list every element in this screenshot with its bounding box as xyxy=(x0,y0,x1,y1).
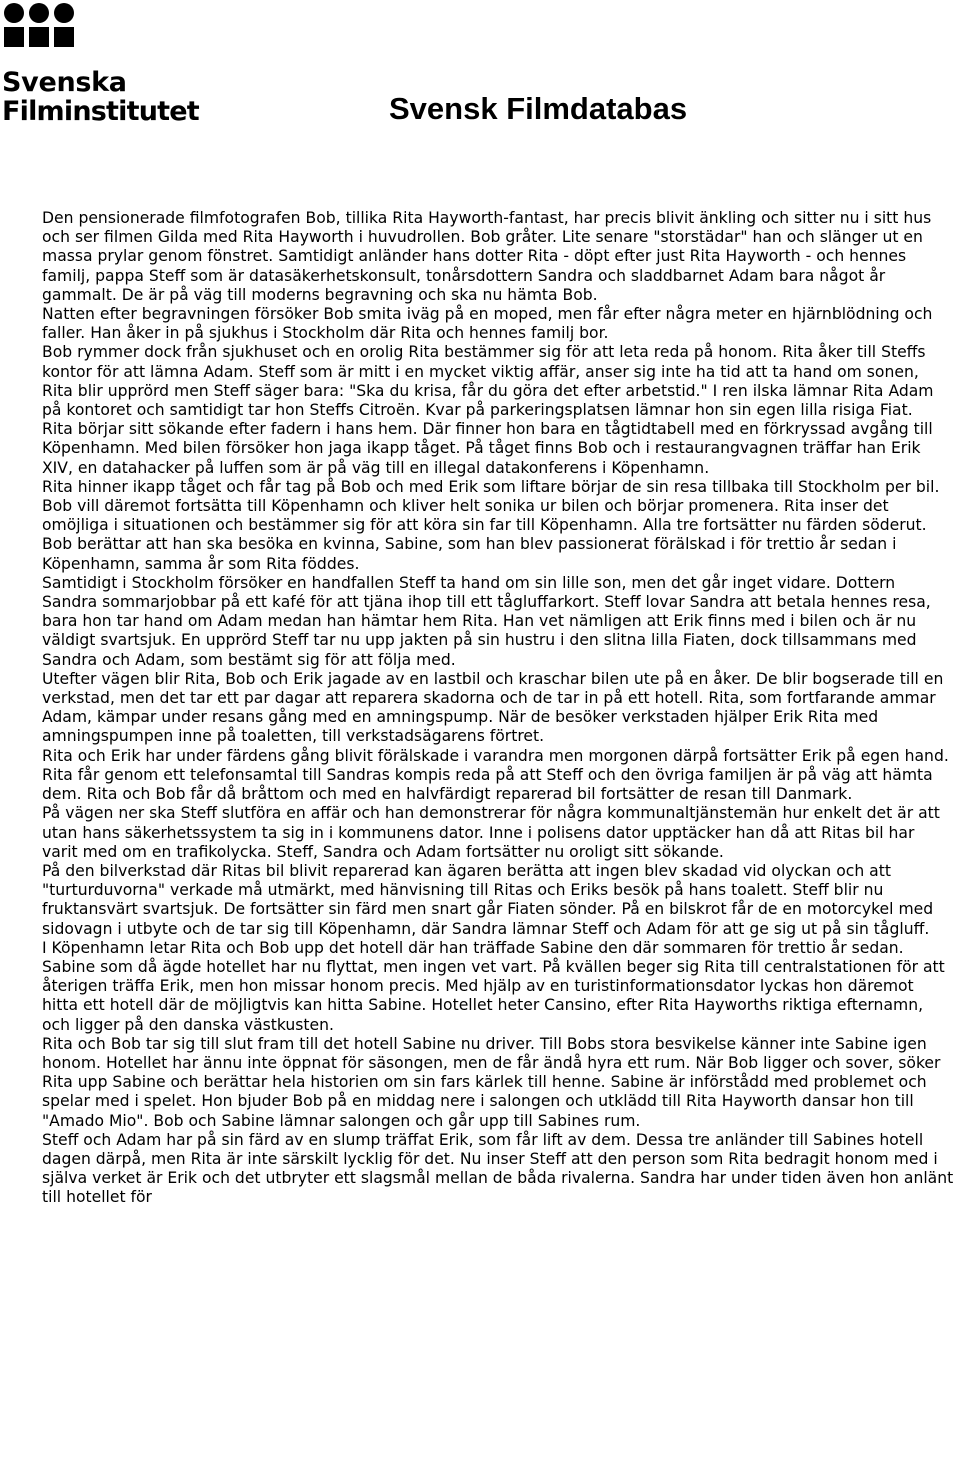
paragraph: Rita hinner ikapp tåget och får tag på Bob och med Erik som liftare börjar de sin resa tillbaka till Stockholm per bil. Bob vill däremot fortsätta till Köpenhamn och kliver helt sonika ur bilen och börjar promenera. Rita inser det omöjliga i situationen och bestämmer sig för att köra sin far till Köpenhamn. Alla tre fortsätter nu färden söderut. Bob berättar att han ska besöka en kvinna, Sabine, som han blev passionerat förälskad i för trettio år sedan i Köpenhamn, samma år som Rita föddes. xyxy=(42,477,940,573)
paragraph: I Köpenhamn letar Rita och Bob upp det hotell där han träffade Sabine den där sommaren för trettio år sedan. Sabine som då ägde hotellet har nu flyttat, men ingen vet vart. På kvällen beger sig Rita till centralstationen för att återigen träffa Erik, men hon missar honom precis. Med hjälp av en turistinformationsdator lyckas hon däremot hitta ett hotell där de möjligtvis kan hitta Sabine. Hotellet heter Cansino, efter Rita Hayworths riktiga efternamn, och ligger på den danska västkusten. xyxy=(42,938,945,1034)
paragraph: Natten efter begravningen försöker Bob smita iväg på en moped, men får efter några meter en hjärnblödning och faller. Han åker in på sjukhus i Stockholm där Rita och hennes familj bor. xyxy=(42,305,933,343)
logo-mark-icon xyxy=(4,3,78,67)
paragraph: Rita börjar sitt sökande efter fadern i hans hem. Där finner hon bara en tågtidtabell med en förkryssad avgång till Köpenhamn. Med bilen försöker hon jaga ikapp tåget. På tåget finns Bob och i restaurangvagnen träffar han Erik XIV, en datahacker på luffen som är på väg till en illegal datakonferens i Köpenhamn. xyxy=(42,420,933,477)
paragraph: På vägen ner ska Steff slutföra en affär och han demonstrerar för några kommunaltjänstemän hur enkelt det är att utan hans säkerhetssystem ta sig in i kommunens dator. Inne i polisens dator upptäcker han då att Ritas bil har varit med om en trafikolycka. Steff, Sandra och Adam fortsätter nu oroligt sitt sökande. xyxy=(42,804,940,861)
logo-text-line1: Svenska xyxy=(2,67,127,98)
paragraph: Steff och Adam har på sin färd av en slump träffat Erik, som får lift av dem. Dessa tre anländer till Sabines hotell dagen därpå, men Rita är inte särskilt lycklig för det. Nu inser Steff att den person som Rita bedragit honom med i själva verket är Erik och det utbryter ett slagsmål mellan de båda rivalerna. Sandra har under tiden även hon anlänt till hotellet för xyxy=(42,1130,954,1207)
paragraph: Samtidigt i Stockholm försöker en handfallen Steff ta hand om sin lille son, men det går inget vidare. Dottern Sandra sommarjobbar på ett kafé för att tjäna ihop till ett tågluffarkort. Steff lovar Sandra att betala hennes resa, bara hon tar hand om Adam medan han hämtar hem Rita. Han vet nämligen att Erik finns med i bilen och är nu väldigt svartsjuk. En upprörd Steff tar nu upp jakten på sin hustru i den slitna lilla Fiaten, dock tillsammans med Sandra och Adam, som bestämt sig för att följa med. xyxy=(42,573,931,669)
paragraph: Bob rymmer dock från sjukhuset och en orolig Rita bestämmer sig för att leta reda på honom. Rita åker till Steffs kontor för att lämna Adam. Steff som är mitt i en mycket viktig affär, anser sig inte ha tid att ta hand om sonen, Rita blir upprörd men Steff säger bara: "Ska du krisa, får du göra det efter arbetstid." I ren ilska lämnar Rita Adam på kontoret och samtidigt tar hon Steffs Citroën. Kvar på parkeringsplatsen lämnar hon sin egen lilla risiga Fiat. xyxy=(42,343,934,420)
paragraph: Den pensionerade filmfotografen Bob, tillika Rita Hayworth-fantast, har precis blivit änkling och sitter nu i sitt hus och ser filmen Gilda med Rita Hayworth i huvudrollen. Bob gråter. Lite senare "storstädar" han och slänger ut en massa prylar genom fönstret. Samtidigt anländer hans dotter Rita - döpt efter just Rita Hayworth - och hennes familj, pappa Steff som är datasäkerhetskonsult, tonårsdottern Sandra och sladdbarnet Adam bara något år gammalt. De är på väg till moderns begravning och ska nu hämta Bob. xyxy=(42,209,932,304)
page-title: Svensk Filmdatabas xyxy=(389,91,688,126)
paragraph: Utefter vägen blir Rita, Bob och Erik jagade av en lastbil och kraschar bilen ute på en åker. De blir bogserade till en verkstad, men det tar ett par dagar att reparera skadorna och de tar in på ett hotell. Rita, som fortfarande ammar Adam, kämpar under resans gång med en amningspump. När de besöker verkstaden hjälper Erik Rita med amningspumpen inne på toaletten, till verkstadsägarens förtret. xyxy=(42,669,944,746)
svenska-filminstitutet-logo xyxy=(2,3,202,128)
logo-text-line2: Filminstitutet xyxy=(2,96,199,127)
paragraph: Rita och Bob tar sig till slut fram till det hotell Sabine nu driver. Till Bobs stora besvikelse känner inte Sabine igen honom. Hotellet har ännu inte öppnat för säsongen, men de får ändå hyra ett rum. När Bob ligger och sover, söker Rita upp Sabine och berättar hela historien om sin fars kärlek till henne. Sabine är införstådd med problemet och spelar med i spelet. Hon bjuder Bob på en middag nere i salongen och utklädd till Rita Hayworth dansar hon till "Amado Mio". Bob och Sabine lämnar salongen och går upp till Sabines rum. xyxy=(42,1034,941,1130)
paragraph: Rita och Erik har under färdens gång blivit förälskade i varandra men morgonen därpå fortsätter Erik på egen hand. Rita får genom ett telefonsamtal till Sandras kompis reda på att Steff och den övriga familjen är på väg att hämta dem. Rita och Bob får då bråttom och med en halvfärdigt reparerad bil fortsätter de resan till Danmark. xyxy=(42,746,949,804)
synopsis-text xyxy=(42,209,954,1208)
paragraph: På den bilverkstad där Ritas bil blivit reparerad kan ägaren berätta att ingen blev skadad vid olyckan och att "turturduvorna" verkade må utmärkt, med hänvisning till Ritas och Eriks besök på hans toalett. Steff blir nu fruktansvärt svartsjuk. De fortsätter sin färd men snart går Fiaten sönder. På en bilskrot får de en motorcykel med sidovagn i utbyte och de tar sig till Köpenhamn, där Sandra lämnar Steff och Adam för att ge sig ut på sin tågluff. xyxy=(42,861,934,938)
